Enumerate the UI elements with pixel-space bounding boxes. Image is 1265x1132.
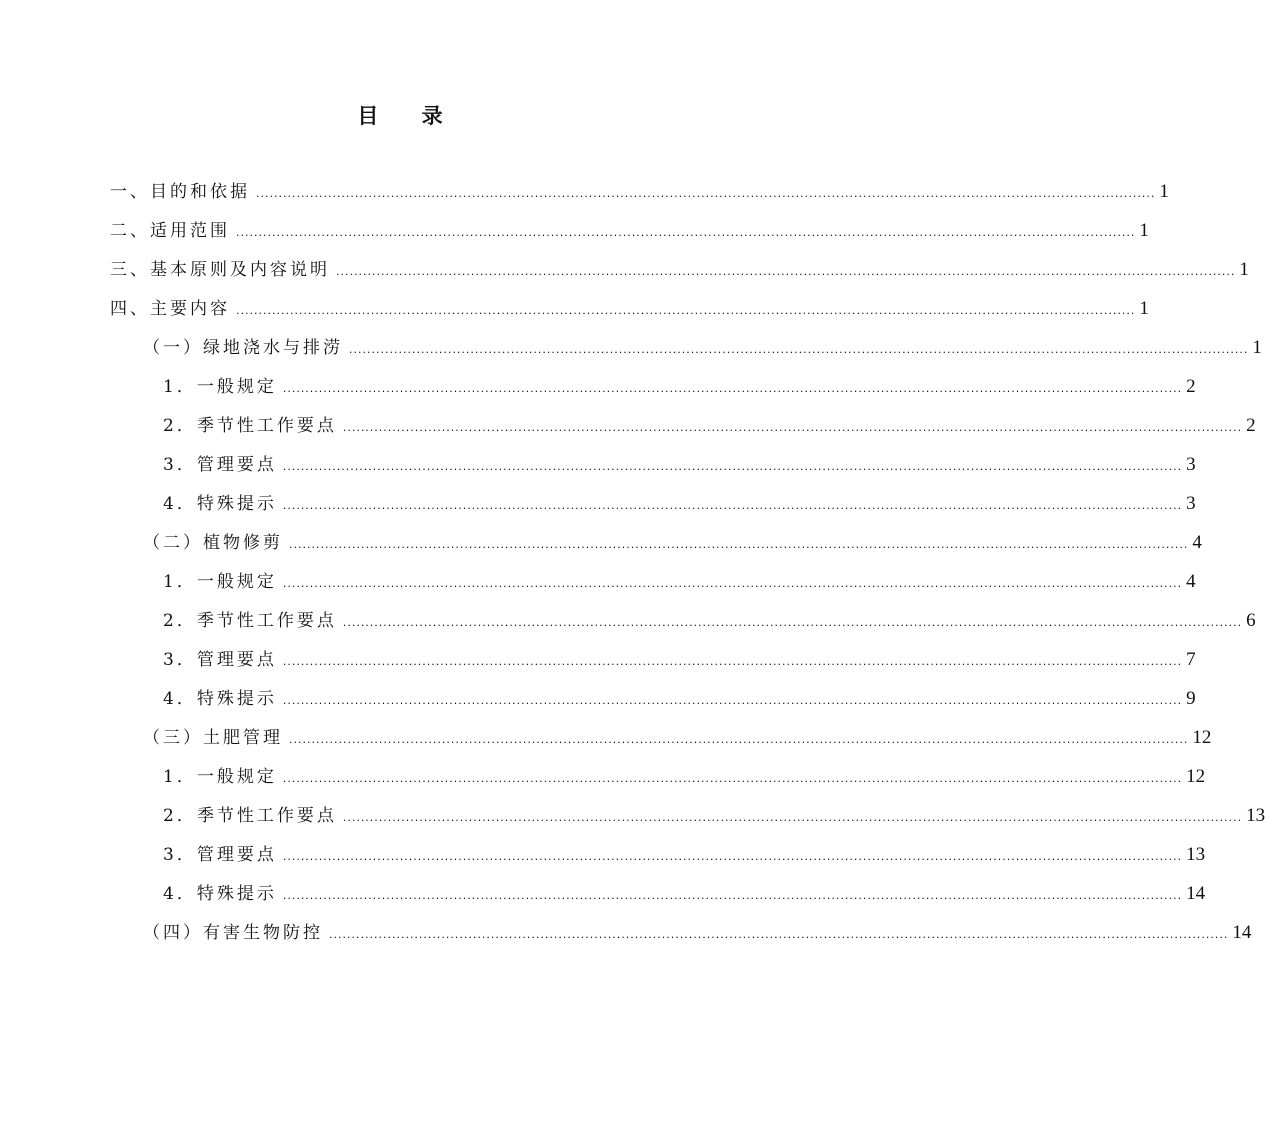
toc-entry-text: 4．特殊提示	[163, 884, 277, 904]
toc-entry-text: 2．季节性工作要点	[163, 611, 337, 631]
toc-leader-dots: ........................................................................................................................................................................................................	[282, 577, 1183, 590]
toc-entry[interactable]	[163, 796, 1265, 835]
toc-leader-dots: ........................................................................................................................................................................................................	[236, 304, 1136, 317]
toc-entry-text: （一）绿地浇水与排涝	[143, 338, 343, 358]
toc-entry-text: 四、主要内容	[110, 299, 230, 319]
toc-entry-page: 1	[1139, 298, 1149, 319]
toc-entry-text: 3．管理要点	[163, 845, 277, 865]
toc-entry-text: （二）植物修剪	[143, 533, 283, 553]
toc-leader-dots: ........................................................................................................................................................................................................	[282, 772, 1183, 785]
toc-entry-page: 4	[1192, 532, 1202, 553]
toc-entry-page: 13	[1186, 844, 1206, 865]
toc-entry[interactable]	[163, 601, 1256, 640]
toc-entry-page: 4	[1186, 571, 1196, 592]
toc-leader-dots: ........................................................................................................................................................................................................	[282, 382, 1183, 395]
toc-entry-page: 14	[1232, 922, 1252, 943]
toc-leader-dots: ........................................................................................................................................................................................................	[342, 616, 1243, 629]
toc-entry[interactable]	[163, 874, 1206, 913]
page-title: 目 录	[357, 103, 461, 128]
toc-leader-dots: ........................................................................................................................................................................................................	[336, 265, 1236, 278]
toc-entry-page: 1	[1139, 220, 1149, 241]
toc-entry-page: 9	[1186, 688, 1196, 709]
toc-entry-page: 6	[1246, 610, 1256, 631]
toc-entry-text: 3．管理要点	[163, 650, 277, 670]
toc-entry-text: 3．管理要点	[163, 455, 277, 475]
toc-leader-dots: ........................................................................................................................................................................................................	[342, 811, 1243, 824]
toc-leader-dots: ........................................................................................................................................................................................................	[289, 538, 1189, 551]
toc-entry-text: （四）有害生物防控	[143, 923, 323, 943]
toc-entry[interactable]	[110, 250, 1249, 289]
toc-entry-page: 7	[1186, 649, 1196, 670]
toc-entry-page: 13	[1246, 805, 1265, 826]
toc-entry-text: 4．特殊提示	[163, 689, 277, 709]
toc-entry-page: 3	[1186, 493, 1196, 514]
toc-entry-text: 2．季节性工作要点	[163, 416, 337, 436]
toc-entry[interactable]	[143, 523, 1202, 562]
toc-entry-page: 2	[1186, 376, 1196, 397]
toc-entry-page: 1	[1252, 337, 1262, 358]
toc-entry-text: 1．一般规定	[163, 572, 277, 592]
toc-entry[interactable]	[110, 289, 1149, 328]
toc-leader-dots: ........................................................................................................................................................................................................	[349, 343, 1249, 356]
toc-entry[interactable]	[163, 679, 1196, 718]
toc-entry-page: 3	[1186, 454, 1196, 475]
toc-entry[interactable]	[110, 172, 1169, 211]
toc-leader-dots: ........................................................................................................................................................................................................	[282, 889, 1183, 902]
toc-entry[interactable]	[163, 562, 1196, 601]
toc-entry-page: 2	[1246, 415, 1256, 436]
toc-entry-page: 14	[1186, 883, 1206, 904]
toc-leader-dots: ........................................................................................................................................................................................................	[282, 850, 1183, 863]
toc-entry[interactable]	[143, 913, 1252, 952]
toc-entry-text: 2．季节性工作要点	[163, 806, 337, 826]
toc-leader-dots: ........................................................................................................................................................................................................	[236, 226, 1136, 239]
toc-leader-dots: ........................................................................................................................................................................................................	[282, 694, 1183, 707]
toc-entry-page: 12	[1186, 766, 1206, 787]
toc-leader-dots: ........................................................................................................................................................................................................	[282, 655, 1183, 668]
toc-entry-text: 三、基本原则及内容说明	[110, 260, 330, 280]
toc-leader-dots: ........................................................................................................................................................................................................	[282, 499, 1183, 512]
toc-entry-page: 12	[1192, 727, 1212, 748]
toc-leader-dots: ........................................................................................................................................................................................................	[256, 187, 1156, 200]
toc-entry[interactable]	[163, 445, 1196, 484]
toc-leader-dots: ........................................................................................................................................................................................................	[289, 733, 1189, 746]
toc-entry-page: 1	[1159, 181, 1169, 202]
toc-entry[interactable]	[163, 484, 1196, 523]
toc-entry[interactable]	[163, 757, 1206, 796]
toc-entry[interactable]	[143, 328, 1262, 367]
toc-entry-text: 4．特殊提示	[163, 494, 277, 514]
toc-entry[interactable]	[110, 211, 1149, 250]
toc-entry-text: 1．一般规定	[163, 767, 277, 787]
toc-entry[interactable]	[163, 406, 1256, 445]
toc-entry-page: 1	[1239, 259, 1249, 280]
toc-entry[interactable]	[163, 640, 1196, 679]
toc-entry-text: 1．一般规定	[163, 377, 277, 397]
toc-entry[interactable]	[163, 367, 1196, 406]
toc-leader-dots: ........................................................................................................................................................................................................	[329, 928, 1229, 941]
toc-entry-text: （三）土肥管理	[143, 728, 283, 748]
toc-leader-dots: ........................................................................................................................................................................................................	[342, 421, 1243, 434]
toc-entry[interactable]	[163, 835, 1206, 874]
toc-entry-text: 一、目的和依据	[110, 182, 250, 202]
toc-entry-text: 二、适用范围	[110, 221, 230, 241]
toc-entry[interactable]	[143, 718, 1212, 757]
toc-leader-dots: ........................................................................................................................................................................................................	[282, 460, 1183, 473]
